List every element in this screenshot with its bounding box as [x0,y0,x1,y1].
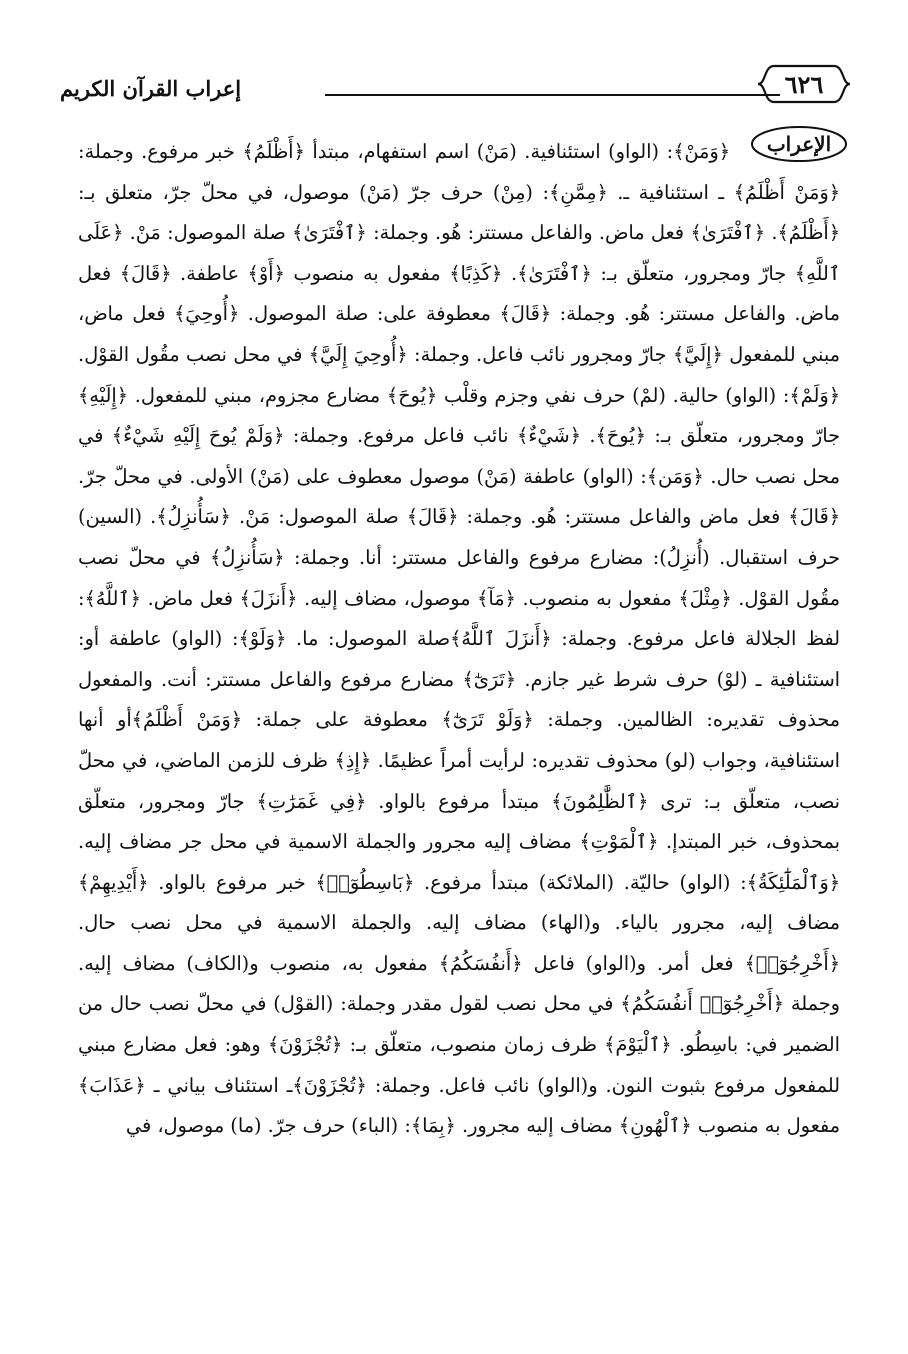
page-number-frame [756,62,852,106]
header-rule [325,94,780,96]
page-number: ٦٢٦ [784,69,824,99]
page-header [60,58,852,118]
section-label: الإعراب [766,132,832,156]
irab-commentary [78,132,840,1332]
book-title: إعراب القرآن الكريم [60,76,242,101]
commentary-paragraph: ﴿وَمَنْ﴾: (الواو) استئنافية. (مَنْ) اسم استفهام، مبتدأ ﴿أَظْلَمُ﴾ خبر مرفوع. وجملة: ﴿وَمَنْ أَظْلَمُ﴾ ـ استئنافية ـ. ﴿مِمَّنِ﴾: (مِنْ) حرف جرّ (مَنْ) موصول، في محلّ جرّ، متعلق بـ: ﴿أَظْلَمُ﴾. ﴿ٱفْتَرَىٰ﴾ فعل ماض. والفاعل مستتر: هُو. وجملة: ﴿ٱفْتَرَىٰ﴾ صلة الموصول: مَنْ. ﴿عَلَى ٱللَّهِ﴾ جارّ ومجرور، متعلّق بـ: ﴿ٱفْتَرَىٰ﴾. ﴿كَذِبًا﴾ مفعول به منصوب ﴿أَوْ﴾ عاطفة. ﴿قَالَ﴾ فعل ماض. والفاعل مستتر: هُو. وجملة: ﴿قَالَ﴾ معطوفة على: صلة الموصول. ﴿أُوحِيَ﴾ فعل ماض، مبني للمفعول ﴿إِلَيَّ﴾ جارّ ومجرور نائب فاعل. وجملة: ﴿أُوحِيَ إِلَيَّ﴾ في محل نصب مقُول القوْل. ﴿وَلَمْ﴾: (الواو) حالية. (لمْ) حرف نفي وجزم وقلْب ﴿يُوحَ﴾ مضارع مجزوم، مبني للمفعول. ﴿إِلَيْهِ﴾ جارّ ومجرور، متعلّق بـ: ﴿يُوحَ﴾. ﴿شَيْءٌ﴾ نائب فاعل مرفوع. وجملة: ﴿وَلَمْ يُوحَ إِلَيْهِ شَيْءٌ﴾ في محل نصب حال. ﴿وَمَن﴾: (الواو) عاطفة (مَنْ) موصول معطوف على (مَنْ) الأولى. في محلّ جرّ. ﴿قَالَ﴾ فعل ماض والفاعل مستتر: هُو. وجملة: ﴿قَالَ﴾ صلة الموصول: مَنْ. ﴿سَأُنزِلُ﴾. (السين) حرف استقبال. (أُنزِلُ): مضارع مرفوع والفاعل مستتر: أنا. وجملة: ﴿سَأُنزِلُ﴾ في محلّ نصب مقُول القوْل. ﴿مِثْلَ﴾ مفعول به منصوب. ﴿مَآ﴾ موصول، مضاف إليه. ﴿أَنزَلَ﴾ فعل ماض. ﴿ٱللَّهُ﴾: لفظ الجلالة فاعل مرفوع. وجملة: ﴿أَنزَلَ ٱللَّهُ﴾صلة الموصول: ما. ﴿وَلَوْ﴾: (الواو) عاطفة أو: استئنافية ـ (لوْ) حرف شرط غير جازم. ﴿تَرَىٰٓ﴾ مضارع مرفوع والفاعل مستتر: أنت. والمفعول محذوف تقديره: الظالمين. وجملة: ﴿وَلَوْ تَرَىٰٓ﴾ معطوفة على جملة: ﴿وَمَنْ أَظْلَمُ﴾أو أنها استئنافية، وجواب (لو) محذوف تقديره: لرأيت أمراً عظيمًا. ﴿إِذِ﴾ ظرف للزمن الماضي، في محلّ نصب، متعلّق بـ: ترى ﴿ٱلظَّٰلِمُونَ﴾ مبتدأ مرفوع بالواو. ﴿فِي غَمَرَٰتِ﴾ جارّ ومجرور، متعلّق بمحذوف، خبر المبتدإ. ﴿ٱلْمَوْتِ﴾ مضاف إليه مجرور والجملة الاسمية في محل جر مضاف إليه. ﴿وَٱلْمَلَٰٓئِكَةُ﴾: (الواو) حاليّة. (الملائكة) مبتدأ مرفوع. ﴿بَاسِطُوٓا۟﴾ خبر مرفوع بالواو. ﴿أَيْدِيهِمْ﴾ مضاف إليه، مجرور بالياء. و(الهاء) مضاف إليه. والجملة الاسمية في محل نصب حال. ﴿أَخْرِجُوٓا۟﴾ فعل أمر. و(الواو) فاعل ﴿أَنفُسَكُمُ﴾ مفعول به، منصوب و(الكاف) مضاف إليه. وجملة ﴿أَخْرِجُوٓا۟ أَنفُسَكُمُ﴾ في محل نصب لقول مقدر وجملة: (القوْل) في محلّ نصب حال من الضمير في: باسِطُو. ﴿ٱلْيَوْمَ﴾ ظرف زمان منصوب، متعلّق بـ: ﴿تُجْزَوْنَ﴾ وهو: فعل مضارع مبني للمفعول مرفوع بثبوت النون. و(الواو) نائب فاعل. وجملة: ﴿تُجْزَوْنَ﴾ـ استئناف بياني ـ ﴿عَذَابَ﴾ مفعول به منصوب ﴿ٱلْهُونِ﴾ مضاف إليه مجرور. ﴿بِمَا﴾: (الباء) حرف جرّ. (ما) موصول، في [78,140,840,1138]
